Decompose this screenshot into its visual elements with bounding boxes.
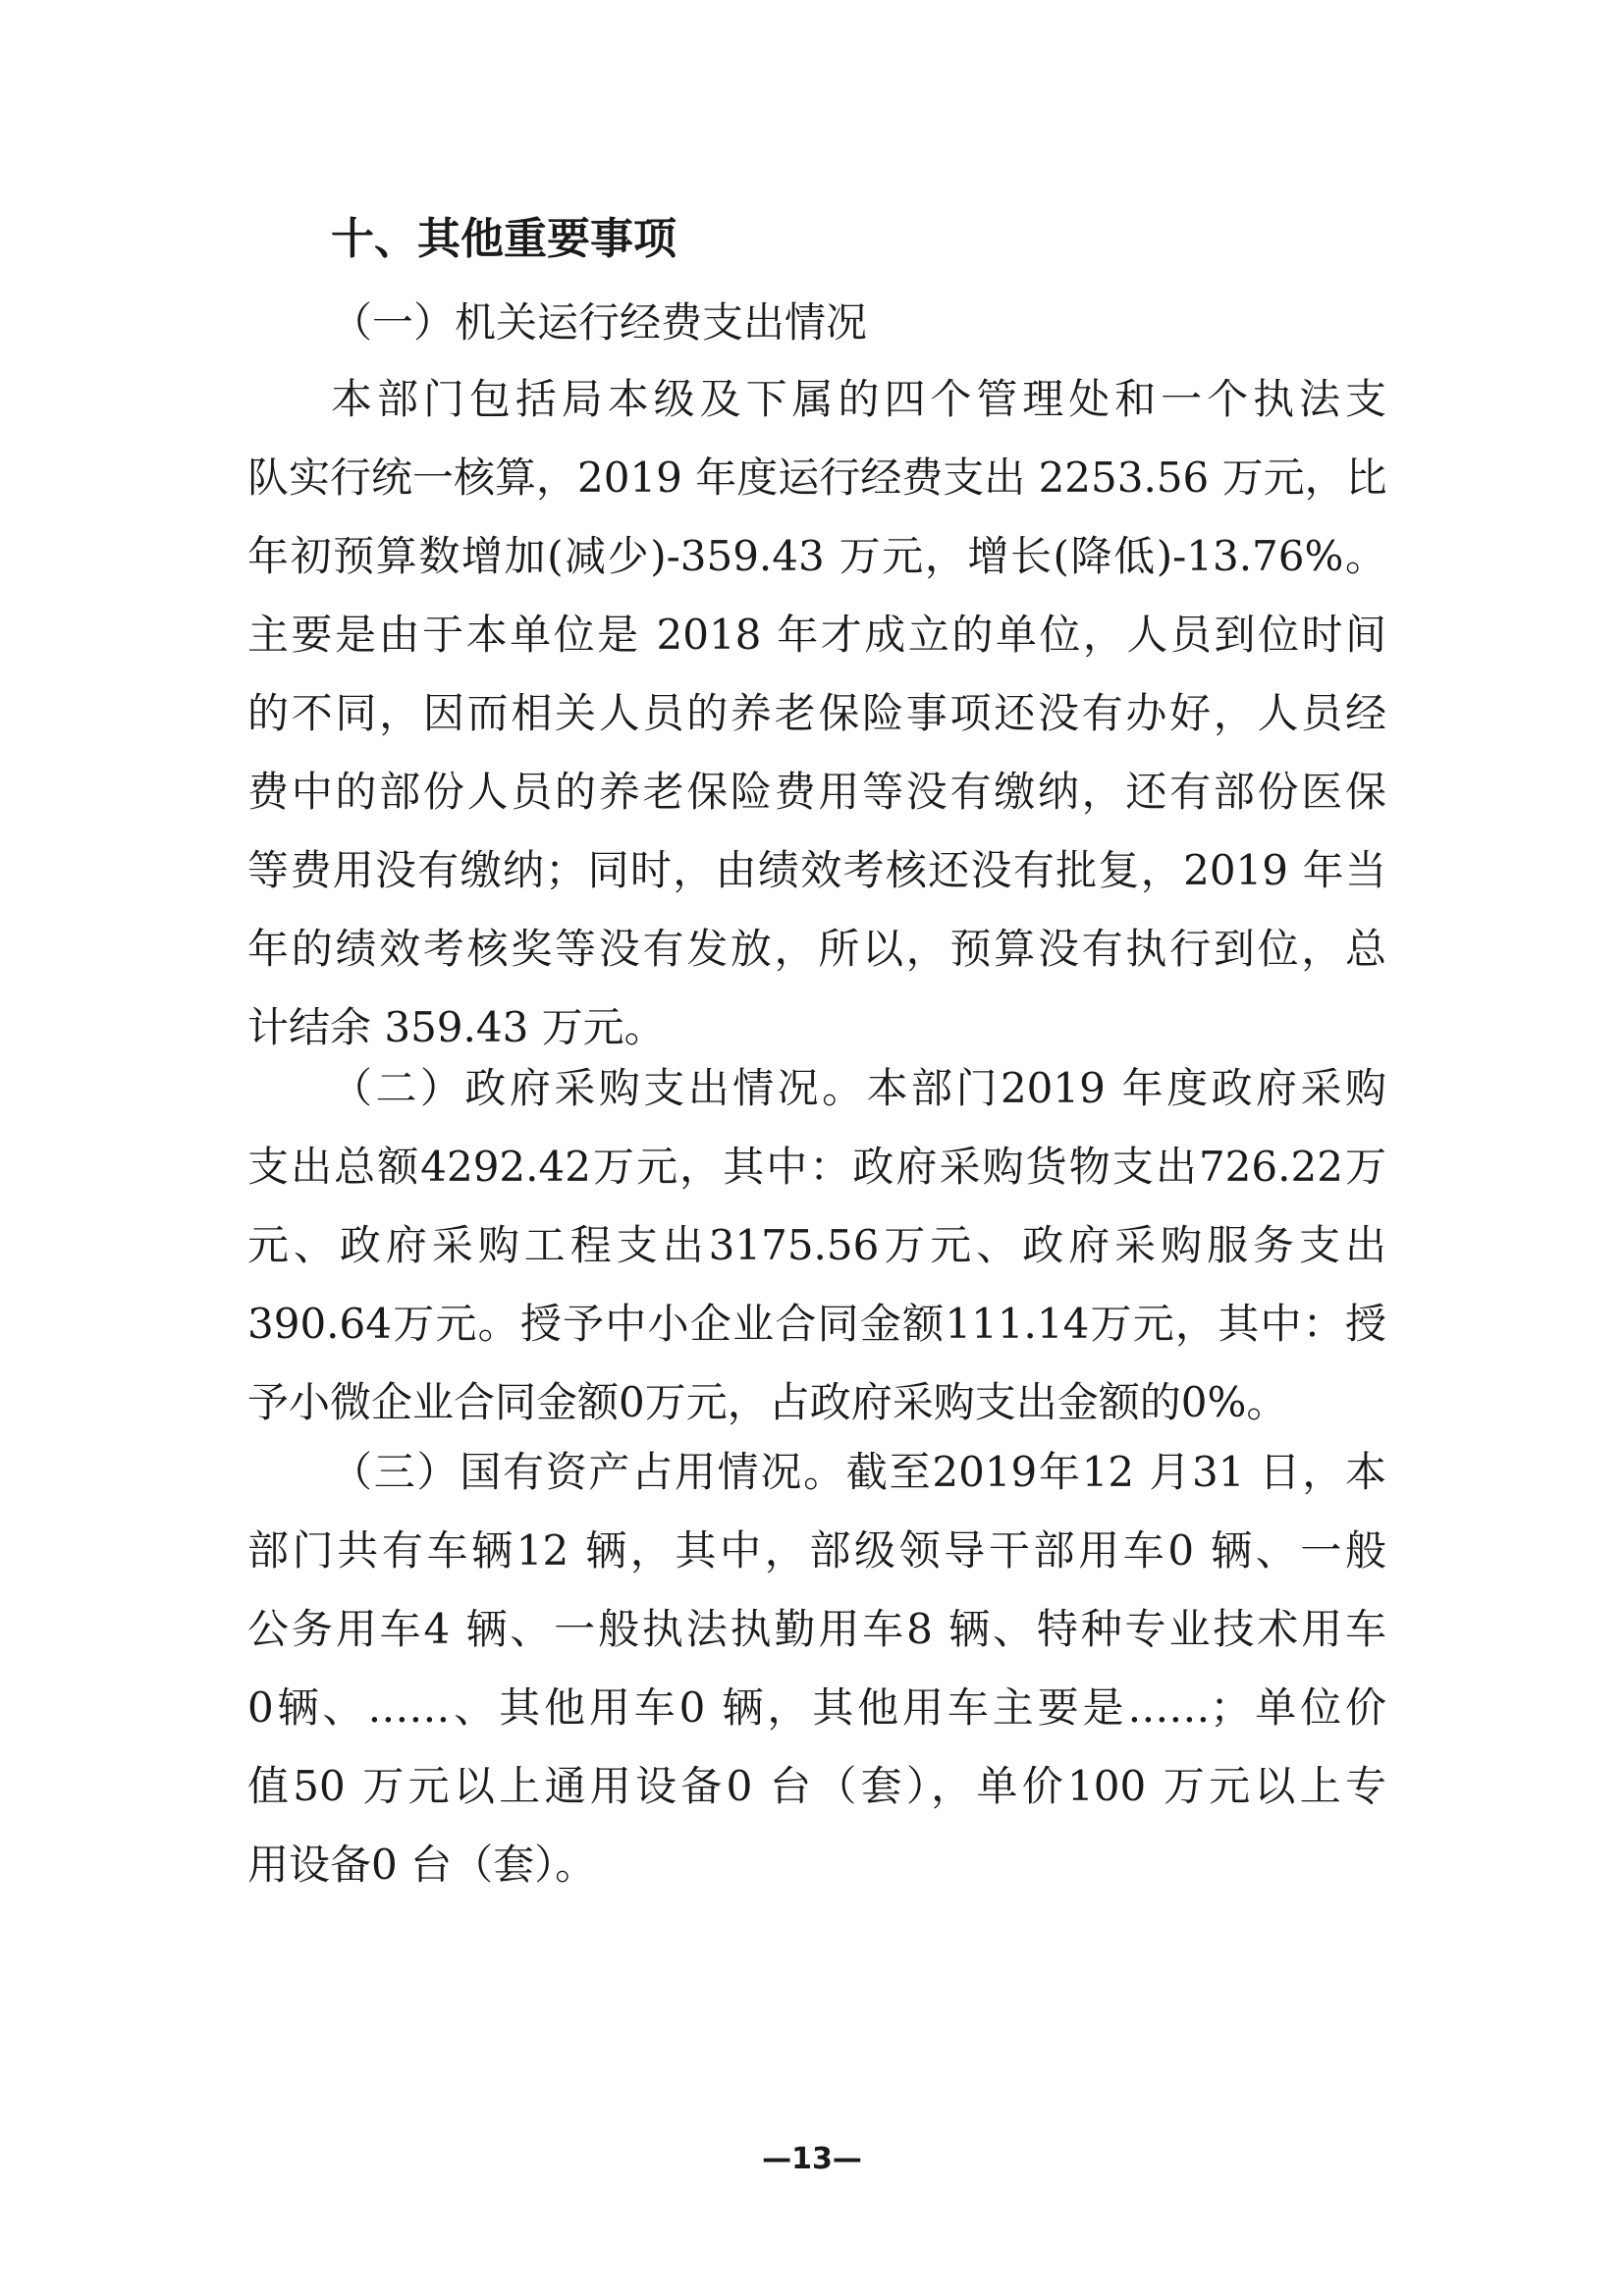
paragraph-line: 用设备0 台（套）。 — [247, 1841, 597, 1889]
paragraph-line: （三）国有资产占用情况。截至2019年12 月31 日，本 — [331, 1448, 1386, 1496]
paragraph-line: 值50 万元以上通用设备0 台（套），单价100 万元以上专 — [247, 1762, 1386, 1810]
paragraph-line: 本部门包括局本级及下属的四个管理处和一个执法支 — [331, 375, 1386, 423]
paragraph-line: 予小微企业合同金额0万元，占政府采购支出金额的0%。 — [247, 1378, 1288, 1426]
page-number: —13— — [762, 2142, 862, 2176]
paragraph-line: 等费用没有缴纳；同时，由绩效考核还没有批复，2019 年当 — [247, 846, 1386, 894]
paragraph-line: 公务用车4 辆、一般执法执勤用车8 辆、特种专业技术用车 — [247, 1605, 1386, 1653]
paragraph-line: 支出总额4292.42万元，其中：政府采购货物支出726.22万 — [247, 1143, 1386, 1191]
paragraph-line: 390.64万元。授予中小企业合同金额111.14万元，其中：授 — [247, 1300, 1386, 1348]
paragraph-line: 元、政府采购工程支出3175.56万元、政府采购服务支出 — [247, 1221, 1386, 1269]
paragraph-state-assets — [247, 1433, 1386, 1904]
paragraph-line: 年初预算数增加(减少)-359.43 万元，增长(降低)-13.76%。 — [247, 532, 1386, 580]
paragraph-line: 部门共有车辆12 辆，其中，部级领导干部用车0 辆、一般 — [247, 1526, 1386, 1575]
paragraph-government-procurement — [247, 1049, 1386, 1442]
paragraph-line: 年的绩效考核奖等没有发放，所以，预算没有执行到位，总 — [247, 925, 1386, 973]
paragraph-line: （二）政府采购支出情况。本部门2019 年度政府采购 — [331, 1064, 1386, 1112]
paragraph-line: 主要是由于本单位是 2018 年才成立的单位，人员到位时间 — [247, 611, 1386, 659]
paragraph-line: 计结余 359.43 万元。 — [247, 1003, 666, 1051]
paragraph-line: 费中的部份人员的养老保险费用等没有缴纳，还有部份医保 — [247, 768, 1386, 816]
paragraph-line: 0辆、……、其他用车0 辆，其他用车主要是……；单位价 — [247, 1683, 1386, 1732]
paragraph-line: 的不同，因而相关人员的养老保险事项还没有办好，人员经 — [247, 689, 1386, 737]
paragraph-operating-expenses — [247, 360, 1386, 1067]
section-heading: 十、其他重要事项 — [331, 214, 677, 264]
paragraph-line: 队实行统一核算，2019 年度运行经费支出 2253.56 万元，比 — [247, 454, 1387, 502]
subsection-title-operating-expenses: （一）机关运行经费支出情况 — [331, 298, 868, 347]
